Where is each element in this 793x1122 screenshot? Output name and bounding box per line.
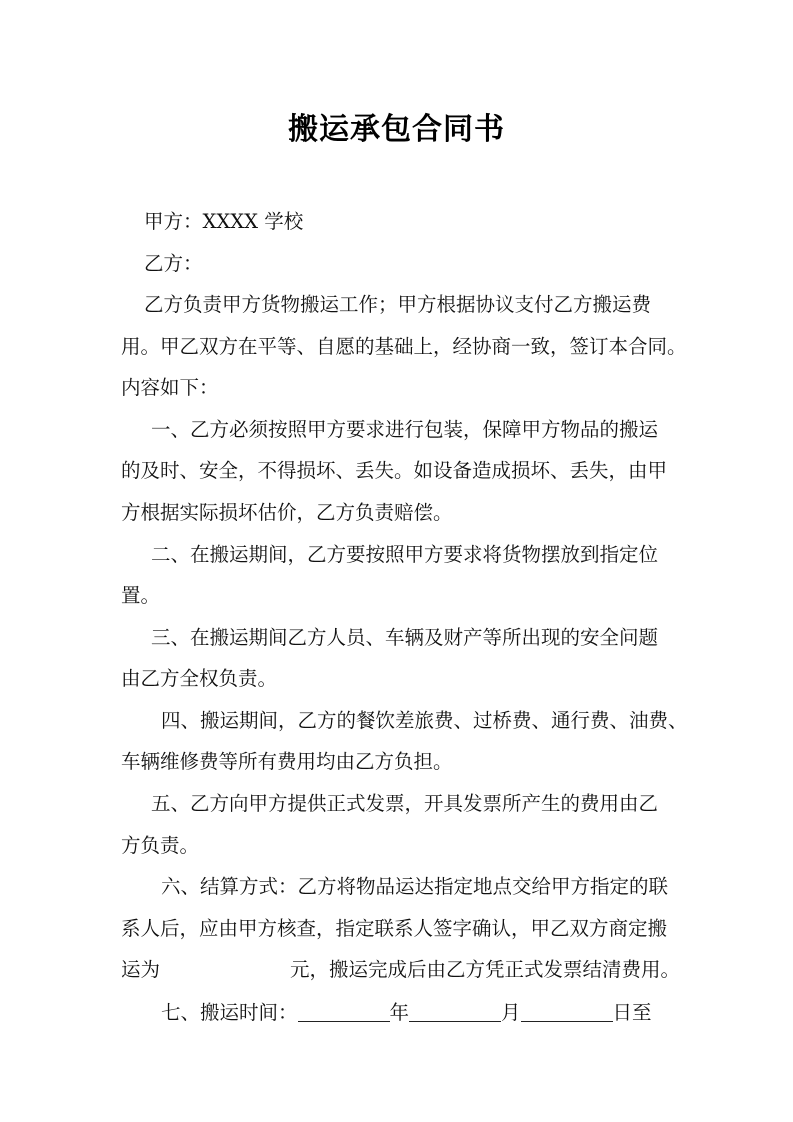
clause-5-line-1: 五、乙方向甲方提供正式发票，开具发票所产生的费用由乙 (151, 792, 659, 815)
party-a-line: 甲方：XXXX 学校 (144, 210, 304, 233)
month-label: 月 (501, 1001, 521, 1024)
clause-6-line-1: 六、结算方式：乙方将物品运达指定地点交给甲方指定的联 (161, 875, 669, 898)
clause-5-line-2: 方负责。 (121, 834, 200, 857)
intro-line-1: 乙方负责甲方货物搬运工作；甲方根据协议支付乙方搬运费 (144, 293, 652, 316)
intro-line-2: 用。甲乙双方在平等、自愿的基础上，经协商一致，签订本合同。 (121, 335, 687, 358)
clause-2-line-2: 置。 (121, 584, 161, 607)
clause-4-line-1: 四、搬运期间，乙方的餐饮差旅费、过桥费、通行费、油费、 (161, 709, 688, 732)
clause-4-line-2: 车辆维修费等所有费用均由乙方负担。 (121, 750, 453, 773)
clause-2-line-1: 二、在搬运期间，乙方要按照甲方要求将货物摆放到指定位 (151, 543, 659, 566)
clause-3-line-2: 由乙方全权负责。 (121, 667, 278, 690)
clause-6-line-3-end: 元，搬运完成后由乙方凭正式发票结清费用。 (290, 958, 681, 981)
clause-1-line-2: 的及时、安全，不得损坏、丢失。如设备造成损坏、丢失，由甲 (121, 459, 668, 482)
clause-7-line-1 (161, 998, 652, 1027)
month-blank (409, 1001, 501, 1022)
year-label: 年 (389, 1001, 410, 1024)
clause-6-line-3-start: 运为 (121, 958, 161, 981)
day-blank (521, 1001, 613, 1022)
year-blank (298, 1001, 390, 1022)
clause-1-line-1: 一、乙方必须按照甲方要求进行包装，保障甲方物品的搬运 (151, 418, 659, 441)
clause-3-line-1: 三、在搬运期间乙方人员、车辆及财产等所出现的安全问题 (151, 626, 659, 649)
document-title: 搬运承包合同书 (288, 112, 505, 147)
party-b-line: 乙方： (144, 252, 203, 275)
clause-6-line-2: 系人后，应由甲方核查，指定联系人签字确认，甲乙双方商定搬 (121, 917, 668, 940)
clause-6-line-3 (121, 956, 680, 984)
day-to-label: 日至 (612, 1001, 652, 1024)
clause-7-label: 七、搬运时间： (161, 1001, 298, 1024)
clause-1-line-3: 方根据实际损坏估价，乙方负责赔偿。 (121, 501, 453, 524)
intro-line-3: 内容如下： (121, 376, 219, 399)
